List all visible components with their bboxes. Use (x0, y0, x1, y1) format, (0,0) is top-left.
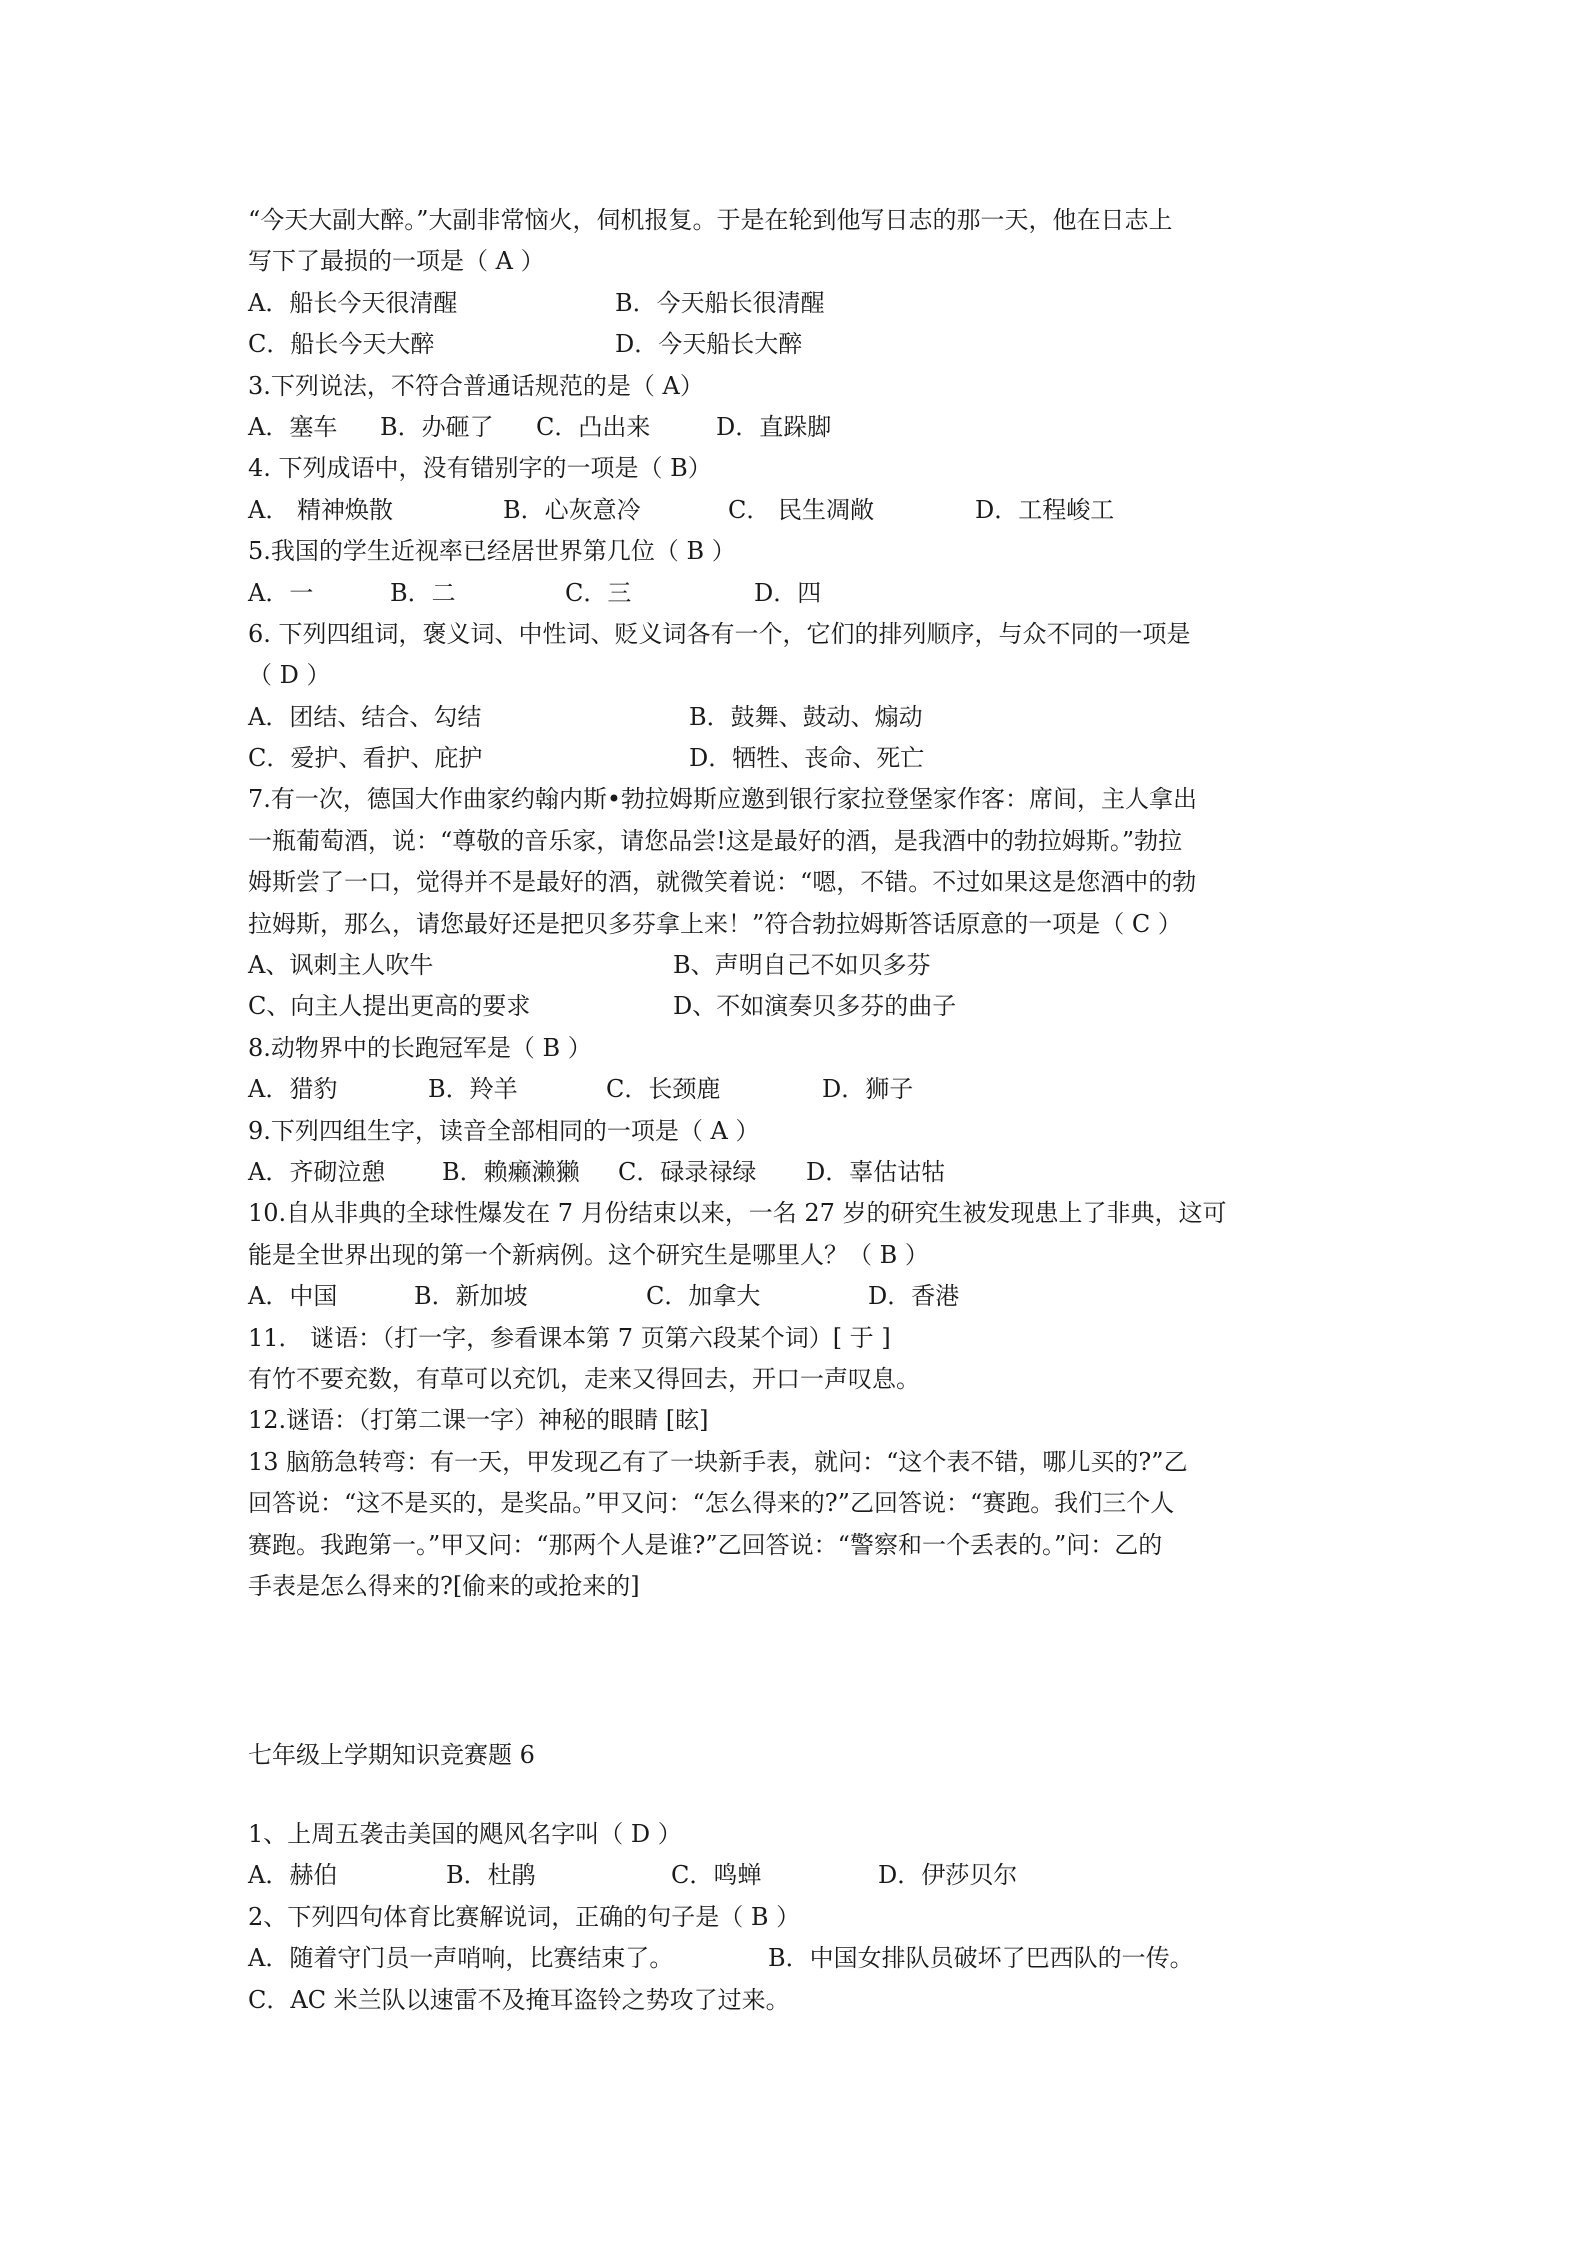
option-d: D．狮子 (822, 1075, 914, 1104)
option-d: D．香港 (868, 1282, 960, 1311)
paragraph-line: 能是全世界出现的第一个新病例。这个研究生是哪里人？（ B ） (248, 1240, 929, 1269)
option-b: B．新加坡 (414, 1282, 528, 1311)
question-line: 7.有一次，德国大作曲家约翰内斯•勃拉姆斯应邀到银行家拉登堡家作客：席间，主人拿出 (248, 785, 1198, 814)
answer-options-row (248, 324, 1358, 365)
option-b: B．心灰意冷 (503, 495, 641, 524)
option-d: D．辜估诂牯 (806, 1157, 946, 1186)
option-a: A．中国 (248, 1282, 338, 1311)
answer-options-row (248, 490, 1358, 531)
option-d: D．牺牲、丧命、死亡 (689, 744, 925, 773)
option-a: A．团结、结合、勾结 (248, 702, 482, 731)
answer-options-row (248, 986, 1358, 1027)
option-c: C．三 (565, 578, 632, 607)
answer-options-row (248, 697, 1358, 738)
option-b: B．今天船长很清醒 (615, 288, 825, 317)
paragraph-line: 有竹不要充数，有草可以充饥，走来又得回去，开口一声叹息。 (248, 1364, 920, 1393)
option-c: C．碌录禄绿 (618, 1157, 757, 1186)
question-line: 12.谜语：（打第二课一字）神秘的眼睛 [眩] (248, 1406, 709, 1435)
option-b: B．中国女排队员破坏了巴西队的一传。 (768, 1944, 1194, 1973)
option-d: D．四 (754, 578, 822, 607)
answer-options-row (248, 1938, 1358, 1979)
option-d: D、不如演奏贝多芬的曲子 (673, 992, 957, 1021)
option-d: D．工程峻工 (975, 495, 1115, 524)
option-a: A．齐砌泣憩 (248, 1157, 386, 1186)
option-b: B．羚羊 (428, 1075, 518, 1104)
option-b: B．赖癞濑獭 (442, 1157, 580, 1186)
answer-options-row (248, 283, 1358, 324)
option-b: B．杜鹃 (446, 1861, 536, 1890)
question-line: 6. 下列四组词，褒义词、中性词、贬义词各有一个，它们的排列顺序，与众不同的一项是 (248, 619, 1191, 648)
option-c: C．凸出来 (536, 412, 651, 441)
answer-options-row (248, 407, 1358, 448)
question-line: 5.我国的学生近视率已经居世界第几位（ B ） (248, 537, 736, 566)
paragraph-line: 一瓶葡萄酒，说：“尊敬的音乐家，请您品尝!这是最好的酒，是我酒中的勃拉姆斯。”勃拉 (248, 826, 1183, 855)
question-line: 3.下列说法，不符合普通话规范的是（ A） (248, 371, 704, 400)
option-b: B、声明自己不如贝多芬 (673, 951, 931, 980)
answer-options-row (248, 1855, 1358, 1896)
paragraph-line: 赛跑。我跑第一。”甲又问：“那两个人是谁?”乙回答说：“警察和一个丢表的。”问：乙的 (248, 1530, 1163, 1559)
question-line: 2、下列四句体育比赛解说词，正确的句子是（ B ） (248, 1902, 801, 1931)
option-a: A．随着守门员一声哨响，比赛结束了。 (248, 1944, 674, 1973)
option-c: C．爱护、看护、庇护 (248, 744, 483, 773)
paragraph-line: 拉姆斯，那么，请您最好还是把贝多芬拿上来！”符合勃拉姆斯答话原意的一项是（ C ） (248, 909, 1182, 938)
quiz-section-continued (248, 200, 1358, 1607)
quiz-section-6 (248, 1814, 1358, 2021)
option-a: A、讽刺主人吹牛 (248, 951, 434, 980)
question-line: 4. 下列成语中，没有错别字的一项是（ B） (248, 454, 712, 483)
answer-options-row (248, 1276, 1358, 1317)
question-line: （ D ） (248, 661, 331, 690)
answer-option-line: C．AC 米兰队以速雷不及掩耳盗铃之势攻了过来。 (248, 1985, 790, 2014)
question-line: 10.自从非典的全球性爆发在 7 月份结束以来，一名 27 岁的研究生被发现患上了非典，这可 (248, 1199, 1227, 1228)
question-line: 13 脑筋急转弯：有一天，甲发现乙有了一块新手表，就问：“这个表不错，哪儿买的?”乙 (248, 1447, 1188, 1476)
option-b: B．二 (390, 578, 456, 607)
option-c: C．鸣蝉 (671, 1861, 762, 1890)
paragraph-line: 写下了最损的一项是（ A ） (248, 247, 545, 276)
option-a: A．猎豹 (248, 1075, 338, 1104)
answer-options-row (248, 1069, 1358, 1110)
paragraph-line: “今天大副大醉。”大副非常恼火，伺机报复。于是在轮到他写日志的那一天，他在日志上 (248, 206, 1173, 234)
option-a: A．赫伯 (248, 1861, 338, 1890)
question-line: 9.下列四组生字，读音全部相同的一项是（ A ） (248, 1116, 760, 1145)
answer-options-row (248, 1152, 1358, 1193)
section-title: 七年级上学期知识竞赛题 6 (248, 1741, 535, 1769)
option-c: C．船长今天大醉 (248, 330, 435, 359)
paragraph-line: 手表是怎么得来的?[偷来的或抢来的] (248, 1571, 640, 1600)
option-c: C、向主人提出更高的要求 (248, 992, 531, 1021)
option-a: A．船长今天很清醒 (248, 288, 458, 317)
answer-options-row (248, 945, 1358, 986)
option-d: D．直跺脚 (716, 412, 832, 441)
option-d: D．今天船长大醉 (615, 330, 803, 359)
option-b: B．办砸了 (380, 412, 494, 441)
option-a: A．一 (248, 578, 314, 607)
option-d: D．伊莎贝尔 (878, 1861, 1018, 1890)
option-b: B．鼓舞、鼓动、煽动 (689, 702, 923, 731)
option-a: A． 精神焕散 (248, 495, 393, 524)
paragraph-line: 回答说：“这不是买的，是奖品。”甲又问：“怎么得来的?”乙回答说：“赛跑。我们三个人 (248, 1489, 1175, 1518)
option-c: C．加拿大 (646, 1282, 761, 1311)
option-a: A．塞车 (248, 412, 338, 441)
paragraph-line: 姆斯尝了一口，觉得并不是最好的酒，就微笑着说：“嗯，不错。不过如果这是您酒中的勃 (248, 868, 1197, 897)
answer-options-row (248, 573, 1358, 614)
answer-options-row (248, 738, 1358, 779)
option-c: C．长颈鹿 (606, 1075, 721, 1104)
question-line: 1、上周五袭击美国的飓风名字叫（ D ） (248, 1820, 682, 1848)
option-c: C． 民生凋敞 (728, 495, 874, 524)
question-line: 11． 谜语：（打一字，参看课本第 7 页第六段某个词）[ 于 ] (248, 1323, 891, 1352)
question-line: 8.动物界中的长跑冠军是（ B ） (248, 1033, 592, 1062)
